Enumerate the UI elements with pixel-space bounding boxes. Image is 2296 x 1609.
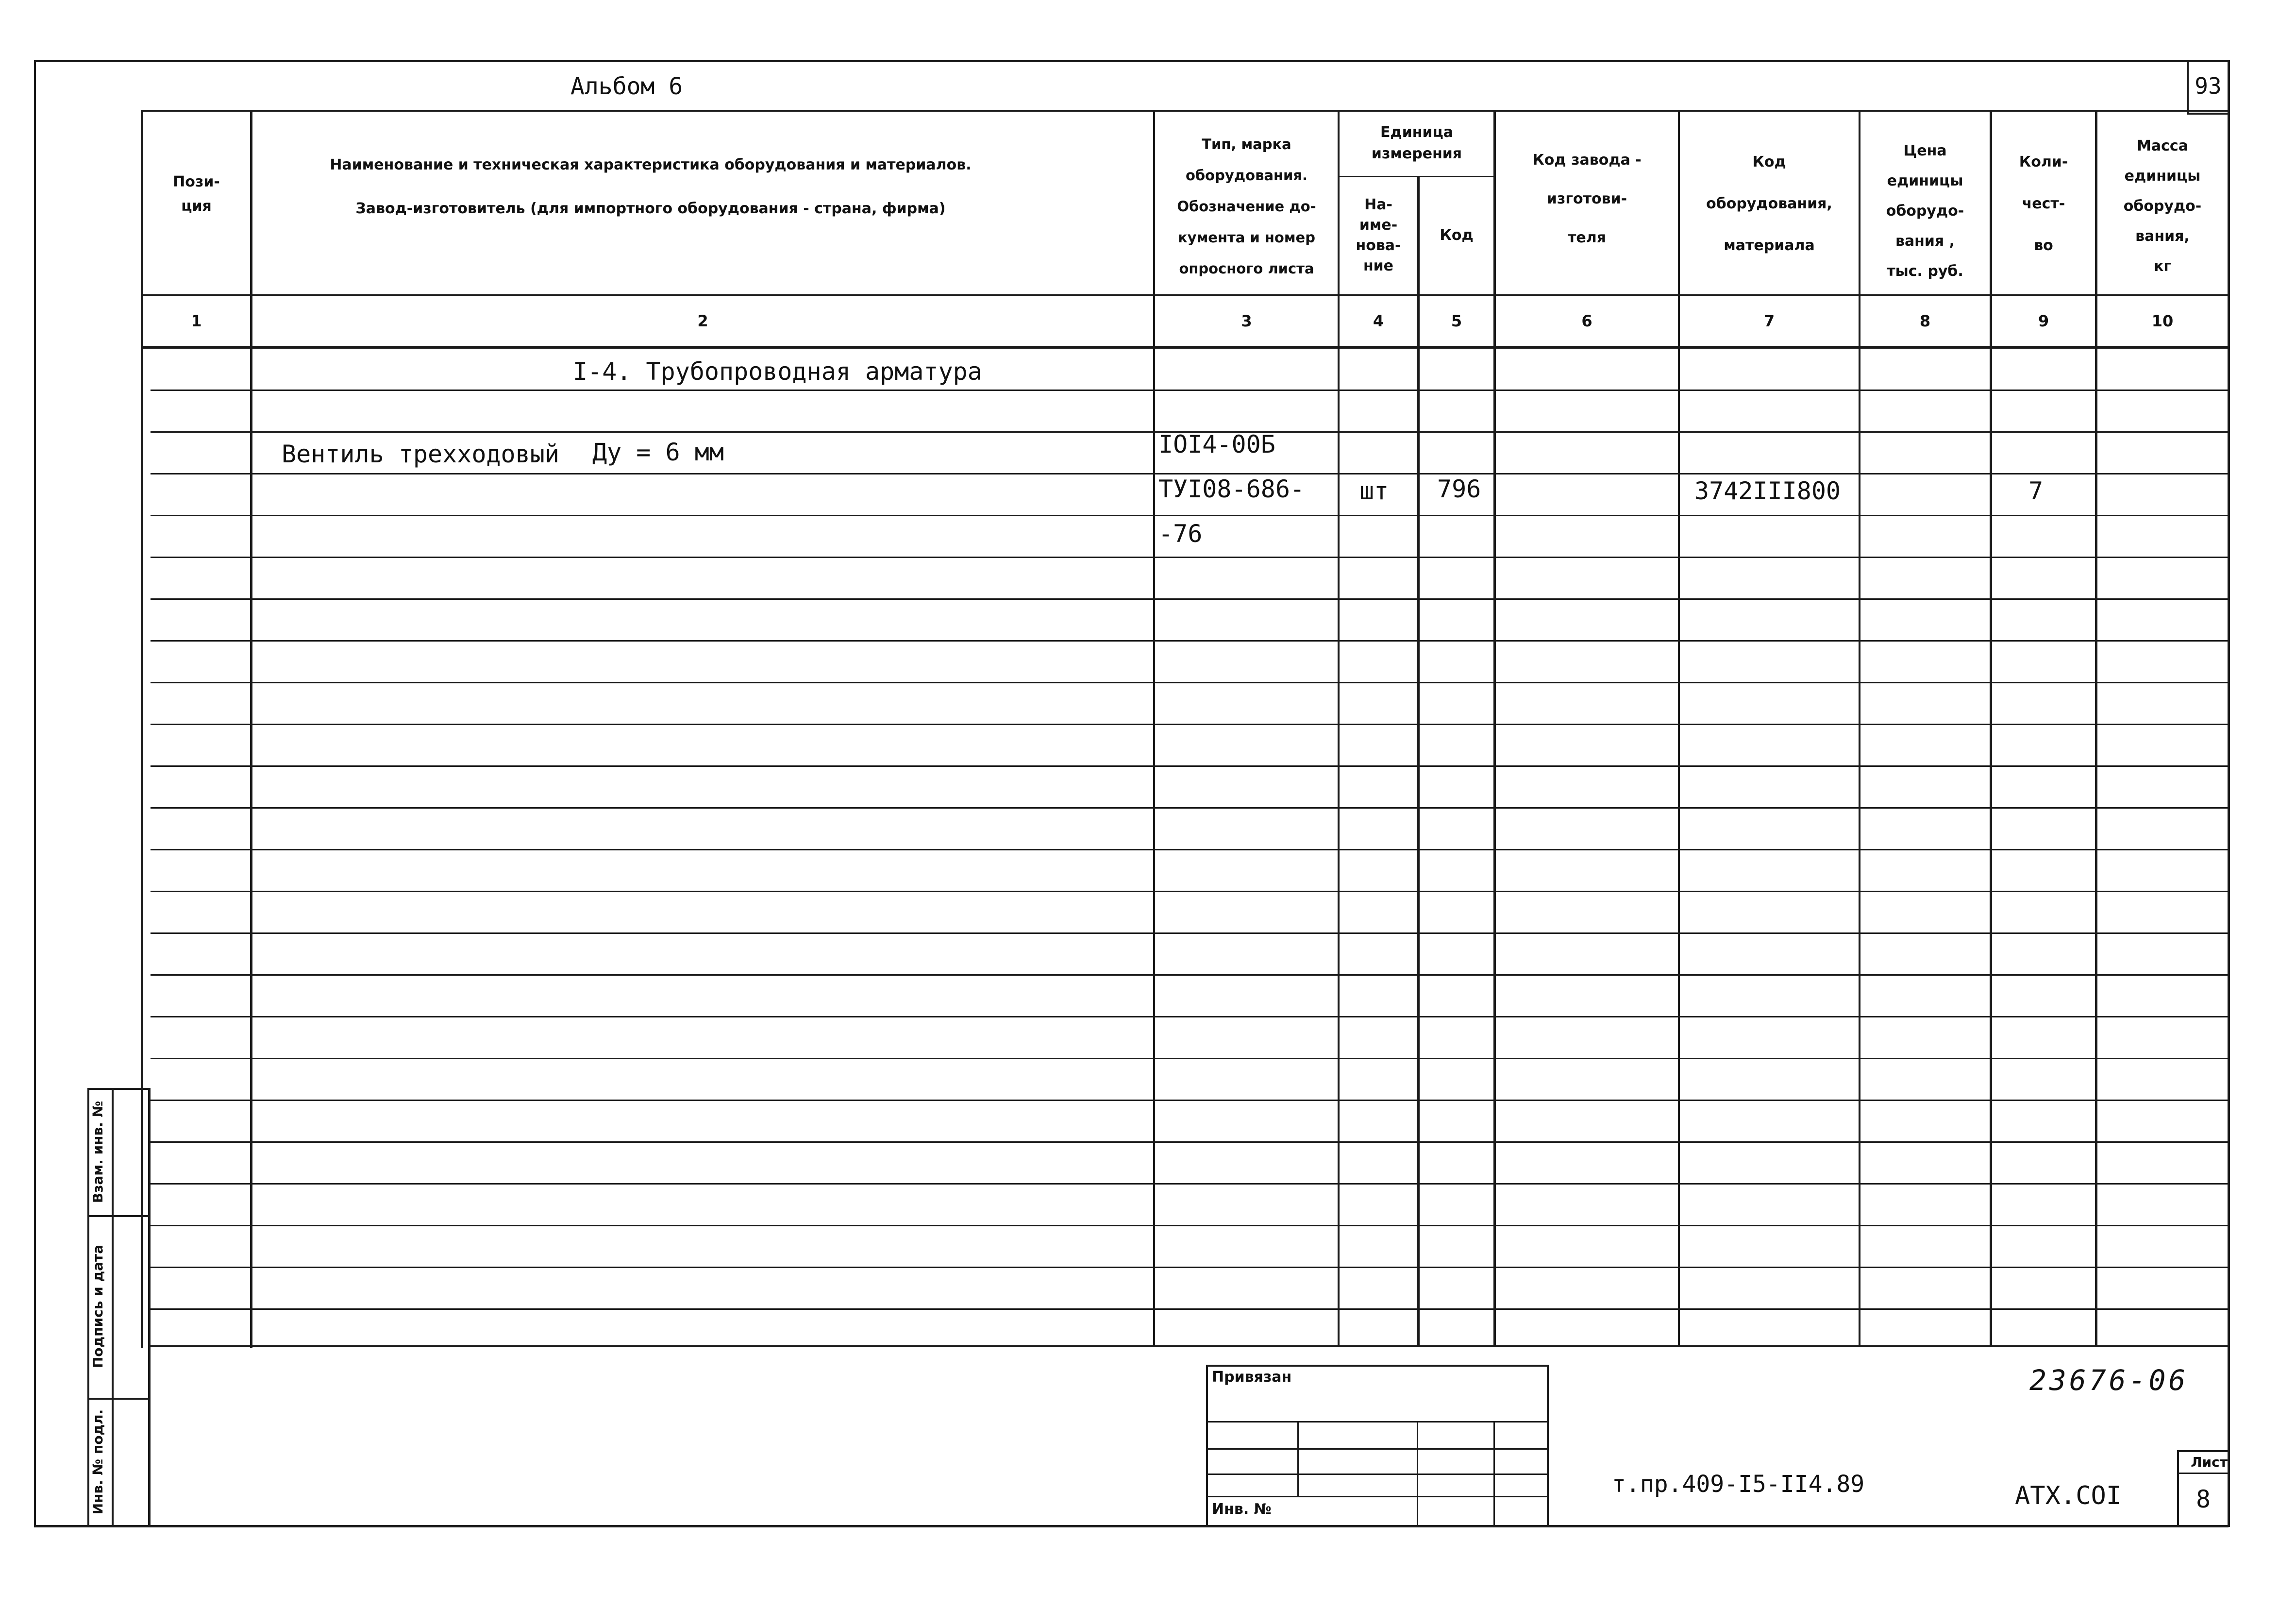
item-name: Вентиль трехходовый — [282, 440, 559, 468]
privyazan-col-2 — [1417, 1421, 1418, 1526]
archive-number: 23676-06 — [2029, 1364, 2189, 1397]
table-row-line — [151, 974, 2229, 976]
privyazan-col-1 — [1297, 1421, 1299, 1496]
album-title: Альбом 6 — [570, 73, 683, 100]
table-row-line — [151, 1016, 2229, 1017]
col-header-equipment-code: Код оборудования, материала — [1706, 153, 1832, 254]
item-type-line1: IOI4-00Б — [1158, 430, 1275, 458]
sheet-box-mid — [2177, 1473, 2229, 1474]
col-header-unit-name: На- име- нова- ние — [1356, 196, 1401, 274]
header-bottom — [141, 294, 2229, 296]
side-stamp-vzam: Взам. инв. № — [90, 1101, 106, 1203]
table-row-line — [151, 557, 2229, 558]
col-sep-7 — [1859, 110, 1860, 1346]
col-header-unit-code: Код — [1440, 227, 1474, 244]
side-stamp-outer-left — [87, 1088, 89, 1526]
side-stamp-inner — [112, 1088, 114, 1526]
table-row-line — [151, 932, 2229, 934]
privyazan-label: Привязан — [1212, 1369, 1292, 1386]
col-number-3: 3 — [1241, 312, 1252, 330]
table-row-line — [151, 849, 2229, 850]
col-sep-5 — [1493, 110, 1496, 1346]
col-number-8: 8 — [1919, 312, 1931, 330]
col-sep-4 — [1417, 176, 1420, 1346]
table-row-line — [151, 891, 2229, 892]
col-sep-3 — [1338, 110, 1340, 1346]
table-row-line — [151, 390, 2229, 391]
col-number-1: 1 — [191, 312, 202, 330]
inv-no-label: Инв. № — [1212, 1501, 1272, 1518]
privyazan-right — [1547, 1365, 1549, 1526]
table-row-line — [151, 515, 2229, 516]
frame-bottom — [34, 1525, 2229, 1527]
col-header-price: Цена единицы оборудо- вания , тыс. руб. — [1886, 142, 1964, 280]
col-sep-6 — [1678, 110, 1680, 1346]
side-stamp-podpis: Подпись и дата — [90, 1244, 106, 1369]
side-stamp-sep-2 — [87, 1398, 151, 1400]
item-unit-code: 796 — [1437, 475, 1481, 503]
col-header-mass: Масса единицы оборудо- вания, кг — [2123, 137, 2202, 275]
col-sep-9 — [2095, 110, 2097, 1346]
item-equipment-code: 3742III800 — [1694, 477, 1841, 505]
col-header-manufacturer-code: Код завода - изготови- теля — [1532, 152, 1642, 246]
col-number-6: 6 — [1581, 312, 1592, 330]
item-unit-name: шт — [1359, 477, 1389, 505]
col-number-7: 7 — [1763, 312, 1775, 330]
col-sep-1 — [250, 110, 252, 1348]
side-stamp-sep-1 — [87, 1215, 151, 1217]
col-number-10: 10 — [2151, 312, 2174, 330]
col-header-unit-group: Единица измерения — [1371, 124, 1462, 162]
col-number-9: 9 — [2038, 312, 2049, 330]
privyazan-row-1 — [1206, 1421, 1549, 1423]
col-number-2: 2 — [697, 312, 708, 330]
privyazan-top — [1206, 1365, 1549, 1367]
sheet-number: 8 — [2195, 1485, 2211, 1513]
privyazan-col-3 — [1493, 1421, 1495, 1526]
table-row-line — [151, 640, 2229, 642]
frame-top — [34, 60, 2229, 62]
col-header-quantity: Коли- чест- во — [2019, 153, 2068, 254]
frame-left — [34, 60, 36, 1527]
col-header-type: Тип, марка оборудования. Обозначение до- кумента и номер опросного листа — [1177, 136, 1316, 277]
item-nominal-diameter: Ду = 6 мм — [592, 438, 724, 466]
col-header-name: Наименование и техническая характеристика оборудования и материалов. Завод-изготовитель (для импортного оборудования - страна, фирма) — [330, 156, 972, 217]
frame-right — [2228, 60, 2230, 1527]
table-row-line — [151, 765, 2229, 767]
number-row-bottom — [141, 346, 2229, 349]
item-type-line3: -76 — [1158, 520, 1203, 548]
privyazan-row-3 — [1206, 1474, 1549, 1475]
table-row-line — [151, 682, 2229, 683]
corner-page-number: 93 — [2195, 73, 2222, 99]
privyazan-row-2 — [1206, 1448, 1549, 1450]
item-type-line2: ТУI08-686- — [1158, 475, 1305, 503]
sheet-box-left — [2177, 1450, 2179, 1526]
col-sep-2 — [1153, 110, 1155, 1346]
col-sep-8 — [1990, 110, 1992, 1346]
table-row-line — [151, 598, 2229, 600]
corner-box-bottom — [2187, 113, 2229, 115]
privyazan-left — [1206, 1365, 1208, 1526]
sheet-box-top — [2177, 1450, 2229, 1452]
side-stamp-top — [87, 1088, 151, 1090]
table-row-line — [151, 1225, 2229, 1226]
table-row-line — [151, 1183, 2229, 1185]
document-code: АТХ.COI — [2015, 1481, 2122, 1510]
col-number-5: 5 — [1451, 312, 1462, 330]
table-top — [141, 110, 2229, 112]
privyazan-row-4 — [1206, 1496, 1549, 1497]
side-stamp-inv-podl: Инв. № подл. — [90, 1409, 106, 1515]
table-row-line — [151, 1308, 2229, 1310]
project-designation: т.пр.409-I5-II4.89 — [1612, 1471, 1865, 1498]
col-header-position: Пози- ция — [173, 173, 220, 215]
col-number-4: 4 — [1373, 312, 1384, 330]
table-row-line — [151, 807, 2229, 809]
table-row-line — [151, 1141, 2229, 1143]
table-row-line — [151, 1267, 2229, 1268]
item-quantity: 7 — [2028, 477, 2044, 505]
table-row-line — [151, 724, 2229, 725]
table-row-line — [151, 1058, 2229, 1059]
section-title: I-4. Трубопроводная арматура — [573, 357, 982, 386]
table-bottom — [151, 1345, 2229, 1347]
table-row-line — [151, 473, 2229, 474]
sheet-label: Лист — [2191, 1454, 2228, 1470]
side-stamp-right — [148, 1088, 151, 1526]
table-row-line — [151, 1100, 2229, 1101]
